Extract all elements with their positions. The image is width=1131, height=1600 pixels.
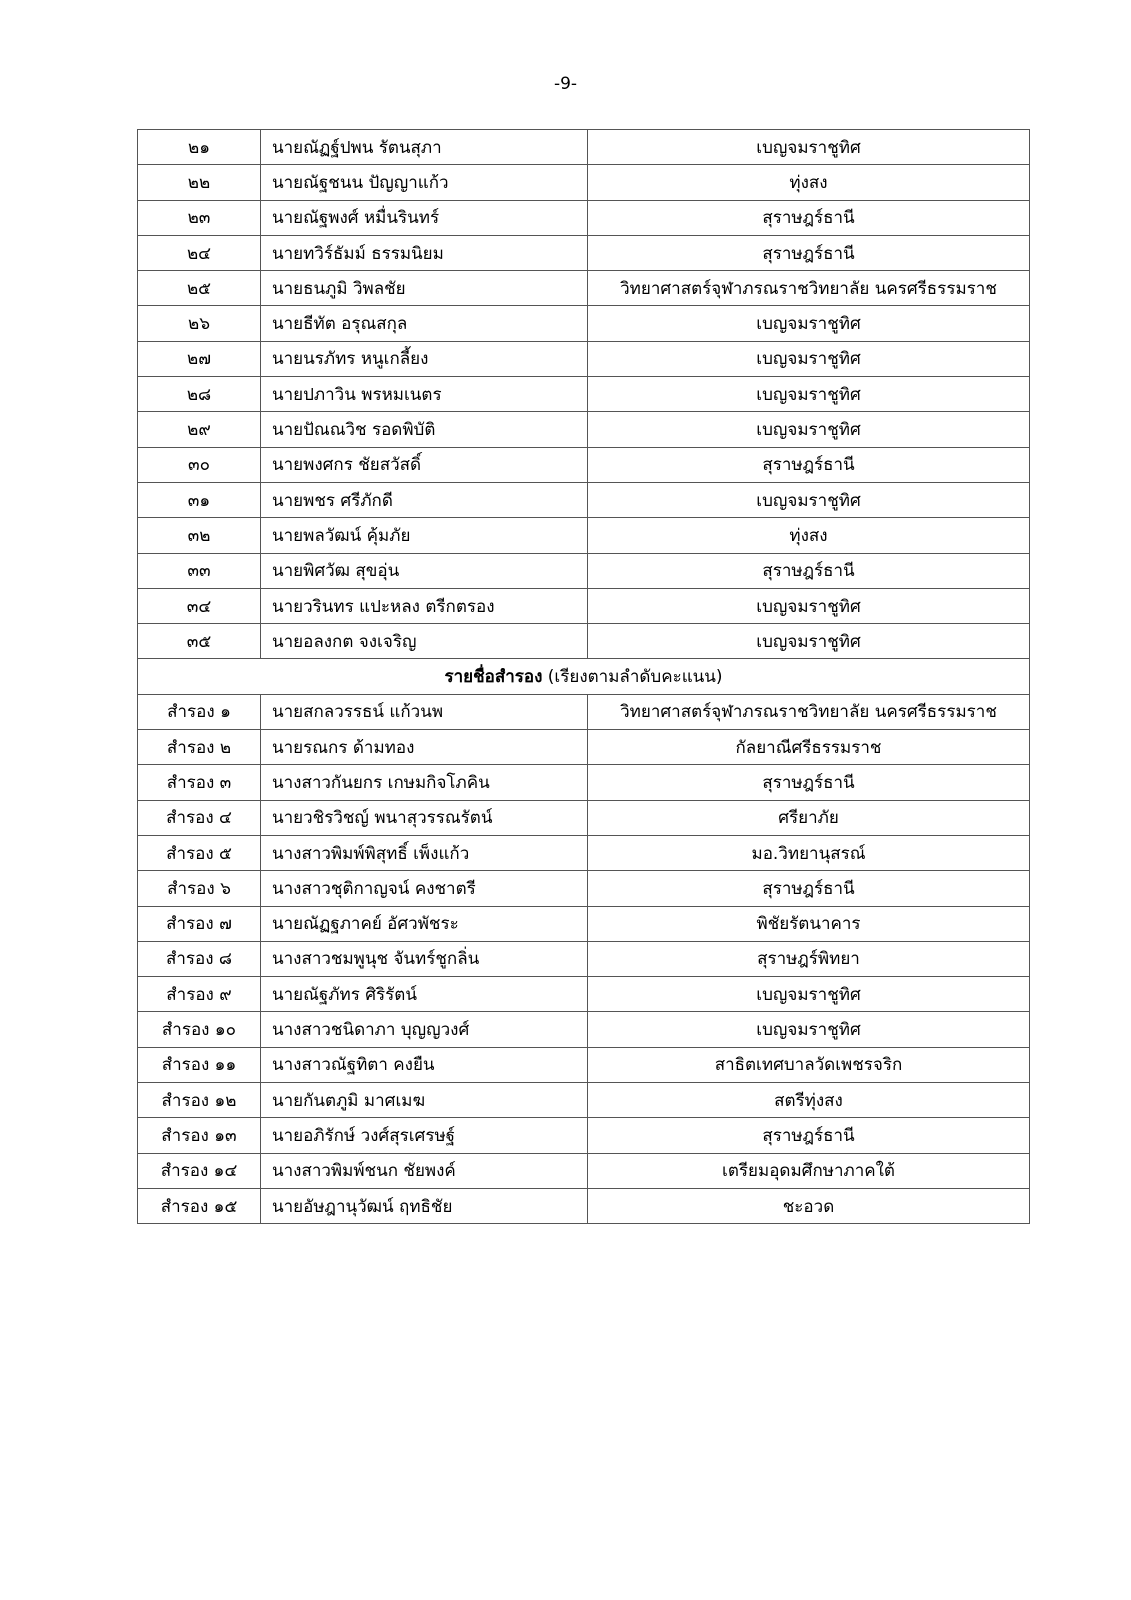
row-number: สำรอง ๑๒ [138,1083,261,1118]
student-name: นายวรินทร แปะหลง ตรีกตรอง [261,588,588,623]
school-name: ทุ่งสง [588,165,1030,200]
student-name: นายพชร ศรีภักดี [261,482,588,517]
school-name: สตรีทุ่งสง [588,1083,1030,1118]
student-name: นายกันตภูมิ มาศเมฆ [261,1083,588,1118]
row-number: ๒๕ [138,271,261,306]
table-row [138,730,1030,765]
row-number: สำรอง ๘ [138,941,261,976]
table-row [138,906,1030,941]
table-row [138,871,1030,906]
row-number: สำรอง ๑๓ [138,1118,261,1153]
student-name: นางสาวกันยกร เกษมกิจโภคิน [261,765,588,800]
student-name: นางสาวณัฐทิตา คงยืน [261,1047,588,1082]
main-list [138,130,1030,659]
school-name: วิทยาศาสตร์จุฬาภรณราชวิทยาลัย นครศรีธรรมราช [588,271,1030,306]
row-number: สำรอง ๑๕ [138,1188,261,1223]
student-name: นางสาวชุติกาญจน์ คงชาตรี [261,871,588,906]
table-row [138,800,1030,835]
row-number: ๓๔ [138,588,261,623]
row-number: สำรอง ๕ [138,835,261,870]
school-name: สุราษฎร์ธานี [588,553,1030,588]
student-name: นายวชิรวิชญ์ พนาสุวรรณรัตน์ [261,800,588,835]
student-name: นายนรภัทร หนูเกลี้ยง [261,341,588,376]
row-number: ๒๓ [138,200,261,235]
row-number: ๓๓ [138,553,261,588]
student-name: นายธีทัต อรุณสกุล [261,306,588,341]
table-row [138,1083,1030,1118]
table-row [138,377,1030,412]
school-name: สุราษฎร์ธานี [588,765,1030,800]
reserve-section [138,659,1030,694]
row-number: ๒๒ [138,165,261,200]
student-name: นายรณกร ด้ามทอง [261,730,588,765]
table-row [138,694,1030,729]
student-name: นางสาวพิมพ์พิสุทธิ์ เพ็งแก้ว [261,835,588,870]
school-name: เบญจมราชูทิศ [588,624,1030,659]
student-name: นายทวิร์ธัมม์ ธรรมนิยม [261,235,588,270]
reserve-list [138,694,1030,1223]
school-name: สุราษฎร์ธานี [588,235,1030,270]
student-name: นายณัฐพงศ์ หมื่นรินทร์ [261,200,588,235]
school-name: ชะอวด [588,1188,1030,1223]
table-row [138,165,1030,200]
page-number: -9- [553,74,578,94]
table-row [138,1153,1030,1188]
student-name: นายณัฐชนน ปัญญาแก้ว [261,165,588,200]
student-name: นายณัฏฐ์ปพน รัตนสุภา [261,130,588,165]
student-name: นายณัฐภัทร ศิริรัตน์ [261,977,588,1012]
school-name: ทุ่งสง [588,518,1030,553]
table-row [138,482,1030,517]
school-name: เบญจมราชูทิศ [588,482,1030,517]
student-name: นายปัณณวิช รอดพิบัติ [261,412,588,447]
row-number: ๒๗ [138,341,261,376]
student-name: นายธนภูมิ วิพลชัย [261,271,588,306]
table-row [138,412,1030,447]
table-row [138,977,1030,1012]
row-number: สำรอง ๑๔ [138,1153,261,1188]
student-name: นางสาวชมพูนุช จันทร์ชูกลิ่น [261,941,588,976]
row-number: สำรอง ๙ [138,977,261,1012]
row-number: สำรอง ๑ [138,694,261,729]
row-number: ๒๖ [138,306,261,341]
table-row [138,447,1030,482]
table-row [138,835,1030,870]
school-name: ศรียาภัย [588,800,1030,835]
table-row [138,1012,1030,1047]
table-row [138,130,1030,165]
student-name: นางสาวพิมพ์ชนก ชัยพงค์ [261,1153,588,1188]
school-name: เบญจมราชูทิศ [588,977,1030,1012]
row-number: สำรอง ๖ [138,871,261,906]
row-number: สำรอง ๓ [138,765,261,800]
student-name: นายณัฏฐภาคย์ อัศวพัชระ [261,906,588,941]
school-name: เบญจมราชูทิศ [588,412,1030,447]
table-row [138,518,1030,553]
table-row [138,624,1030,659]
school-name: เบญจมราชูทิศ [588,130,1030,165]
school-name: เบญจมราชูทิศ [588,341,1030,376]
school-name: สุราษฎร์ธานี [588,871,1030,906]
table-row [138,588,1030,623]
school-name: สุราษฎร์ธานี [588,447,1030,482]
table-row [138,200,1030,235]
table-row [138,1188,1030,1223]
student-name: นายพงศกร ชัยสวัสดิ์ [261,447,588,482]
school-name: เตรียมอุดมศึกษาภาคใต้ [588,1153,1030,1188]
table-row [138,1118,1030,1153]
row-number: ๒๑ [138,130,261,165]
table-row [138,341,1030,376]
school-name: วิทยาศาสตร์จุฬาภรณราชวิทยาลัย นครศรีธรรมราช [588,694,1030,729]
school-name: กัลยาณีศรีธรรมราช [588,730,1030,765]
school-name: พิชัยรัตนาคาร [588,906,1030,941]
row-number: สำรอง ๑๐ [138,1012,261,1047]
row-number: ๒๙ [138,412,261,447]
table-row [138,306,1030,341]
school-name: สาธิตเทศบาลวัดเพชรจริก [588,1047,1030,1082]
table-row [138,765,1030,800]
school-name: สุราษฎร์ธานี [588,1118,1030,1153]
reserve-header-row [138,659,1030,694]
student-name: นายสกลวรรธน์ แก้วนพ [261,694,588,729]
row-number: ๒๔ [138,235,261,270]
row-number: สำรอง ๑๑ [138,1047,261,1082]
roster-table [137,129,1030,1224]
row-number: ๓๒ [138,518,261,553]
school-name: เบญจมราชูทิศ [588,306,1030,341]
student-name: นายอลงกต จงเจริญ [261,624,588,659]
student-name: นางสาวชนิดาภา บุญญวงศ์ [261,1012,588,1047]
row-number: ๓๕ [138,624,261,659]
row-number: ๒๘ [138,377,261,412]
row-number: สำรอง ๔ [138,800,261,835]
school-name: สุราษฎร์ธานี [588,200,1030,235]
school-name: เบญจมราชูทิศ [588,1012,1030,1047]
table-row [138,941,1030,976]
student-name: นายอภิรักษ์ วงศ์สุรเศรษฐ์ [261,1118,588,1153]
student-name: นายพลวัฒน์ คุ้มภัย [261,518,588,553]
reserve-header-note: (เรียงตามลำดับคะแนน) [542,667,723,688]
student-name: นายอัษฎานุวัฒน์ ฤทธิชัย [261,1188,588,1223]
table-row [138,235,1030,270]
school-name: มอ.วิทยานุสรณ์ [588,835,1030,870]
row-number: ๓๑ [138,482,261,517]
row-number: ๓๐ [138,447,261,482]
table-row [138,271,1030,306]
student-name: นายพิศวัฒ สุขอุ่น [261,553,588,588]
school-name: เบญจมราชูทิศ [588,588,1030,623]
school-name: เบญจมราชูทิศ [588,377,1030,412]
reserve-header-title: รายชื่อสำรอง [444,667,543,688]
student-name: นายปภาวิน พรหมเนตร [261,377,588,412]
table-row [138,1047,1030,1082]
reserve-header [138,659,1030,694]
row-number: สำรอง ๗ [138,906,261,941]
school-name: สุราษฎร์พิทยา [588,941,1030,976]
table-row [138,553,1030,588]
row-number: สำรอง ๒ [138,730,261,765]
